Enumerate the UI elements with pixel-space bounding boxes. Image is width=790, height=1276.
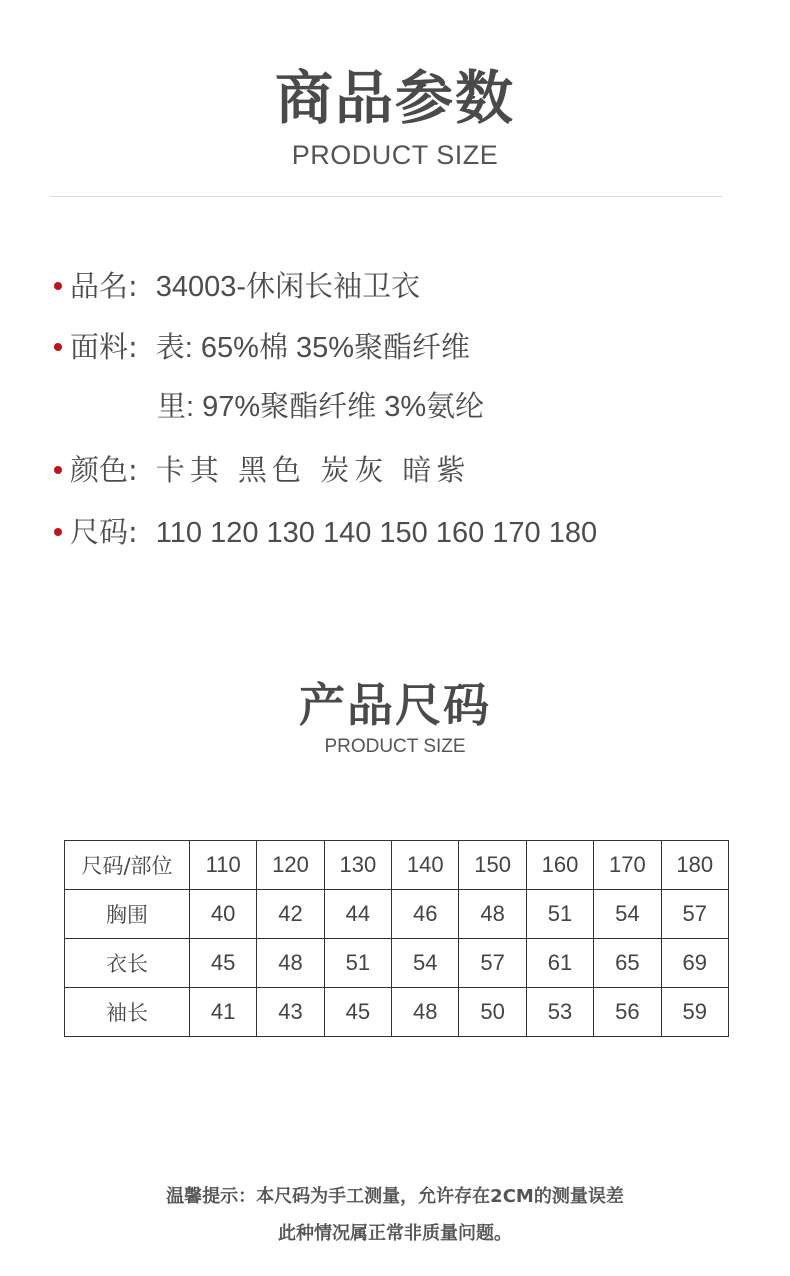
table-header-cell: 尺码/部位 <box>65 841 190 890</box>
table-row-label: 胸围 <box>65 890 190 939</box>
param-value: 卡其 黑色 炭灰 暗紫 <box>155 453 471 487</box>
param-label: 颜色: <box>70 453 138 487</box>
table-cell: 42 <box>257 890 324 939</box>
table-cell: 46 <box>392 890 459 939</box>
param-label: 尺码: <box>70 515 138 549</box>
param-row-lining <box>157 386 484 426</box>
param-value: 里: 97%聚酯纤维 3%氨纶 <box>157 391 485 423</box>
table-cell: 43 <box>257 988 324 1037</box>
param-row-fabric <box>50 327 470 367</box>
size-title: 产品尺码 <box>299 678 491 732</box>
bullet-icon <box>54 282 62 290</box>
table-cell: 61 <box>526 939 593 988</box>
note-line-2: 此种情况属正常非质量问题。 <box>278 1223 512 1244</box>
table-cell: 48 <box>392 988 459 1037</box>
param-row-size <box>50 512 597 552</box>
bullet-icon <box>54 466 62 474</box>
param-label: 面料: <box>70 330 138 364</box>
table-cell: 56 <box>594 988 661 1037</box>
table-header-cell: 130 <box>324 841 391 890</box>
table-cell: 69 <box>661 939 728 988</box>
param-value: 表: 65%棉 35%聚酯纤维 <box>155 332 471 364</box>
param-row-color <box>50 450 470 490</box>
table-header-cell: 140 <box>392 841 459 890</box>
table-cell: 48 <box>459 890 526 939</box>
bullet-icon <box>54 528 62 536</box>
param-label: 品名: <box>70 269 138 303</box>
table-cell: 48 <box>257 939 324 988</box>
param-value: 34003-休闲长袖卫衣 <box>155 271 421 303</box>
table-row <box>65 890 729 939</box>
params-subtitle: PRODUCT SIZE <box>291 140 499 170</box>
divider <box>50 196 722 197</box>
bullet-icon <box>54 343 62 351</box>
table-cell: 40 <box>189 890 256 939</box>
table-cell: 44 <box>324 890 391 939</box>
table-header-cell: 110 <box>189 841 256 890</box>
table-cell: 45 <box>189 939 256 988</box>
table-header-cell: 170 <box>594 841 661 890</box>
table-header-cell: 180 <box>661 841 728 890</box>
table-cell: 57 <box>459 939 526 988</box>
table-cell: 57 <box>661 890 728 939</box>
table-row-label: 衣长 <box>65 939 190 988</box>
table-cell: 53 <box>526 988 593 1037</box>
table-cell: 50 <box>459 988 526 1037</box>
table-cell: 54 <box>594 890 661 939</box>
size-table <box>64 840 729 1037</box>
table-cell: 51 <box>526 890 593 939</box>
size-subtitle: PRODUCT SIZE <box>324 736 466 757</box>
table-cell: 41 <box>189 988 256 1037</box>
note-line-1: 温馨提示：本尺码为手工测量，允许存在2CM的测量误差 <box>166 1186 624 1207</box>
table-header-cell: 150 <box>459 841 526 890</box>
table-header-cell: 120 <box>257 841 324 890</box>
param-value: 110 120 130 140 150 160 170 180 <box>155 517 598 549</box>
table-row-label: 袖长 <box>65 988 190 1037</box>
table-cell: 51 <box>324 939 391 988</box>
table-row <box>65 988 729 1037</box>
params-title: 商品参数 <box>274 64 515 132</box>
table-cell: 45 <box>324 988 391 1037</box>
table-cell: 54 <box>392 939 459 988</box>
param-row-name <box>50 266 420 306</box>
table-header-cell: 160 <box>526 841 593 890</box>
table-cell: 59 <box>661 988 728 1037</box>
table-row <box>65 939 729 988</box>
table-cell: 65 <box>594 939 661 988</box>
table-header-row <box>65 841 729 890</box>
